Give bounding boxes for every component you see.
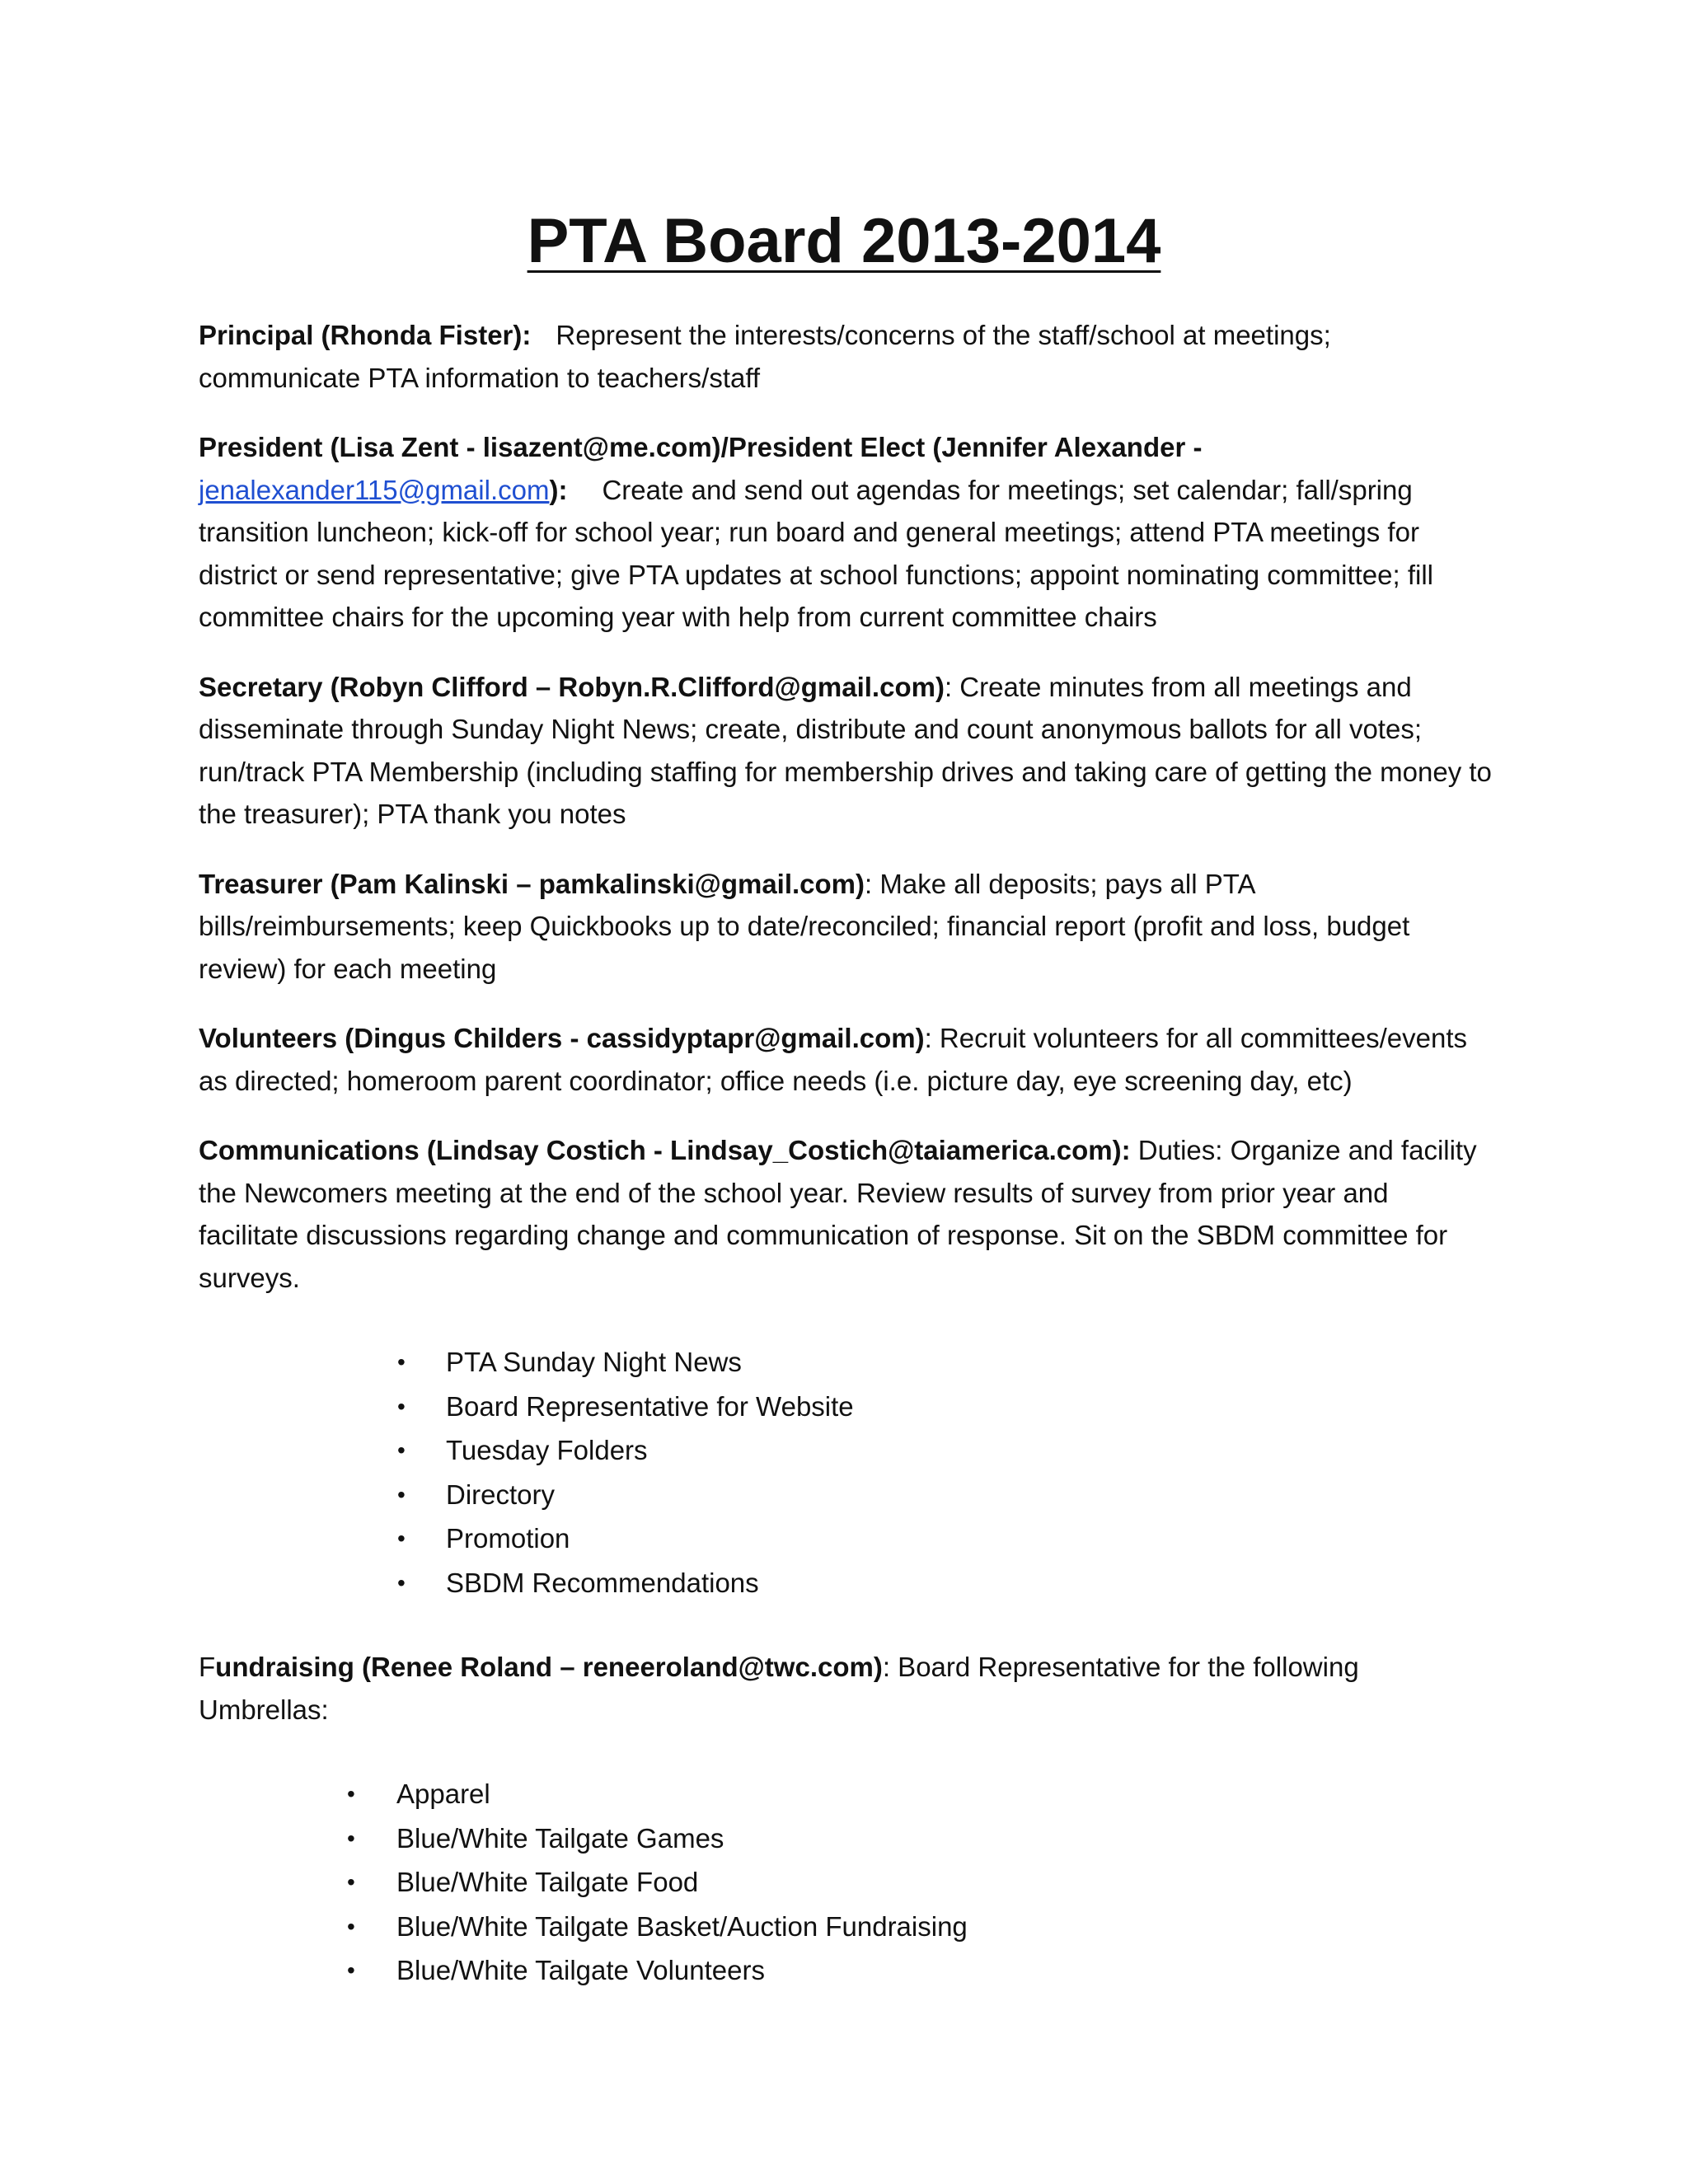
- treasurer-section: [199, 863, 1493, 991]
- list-item: • Board Representative for Website: [199, 1385, 1493, 1429]
- bullet-icon: •: [347, 1781, 355, 1807]
- secretary-text: : Create minutes from all meetings and disseminate through Sunday Night News; create, distribute and count anonymous ballots for all votes; run/track PTA Membership (including staffing for membership drives and taking care of getting the money to the treasurer); PTA thank you notes: [199, 671, 1492, 829]
- document-body: [199, 314, 1493, 1993]
- list-item: • Blue/White Tailgate Games: [199, 1816, 1493, 1861]
- volunteers-text: : Recruit volunteers for all committees/events as directed; homeroom parent coordinator; office needs (i.e. picture day, eye screening day, etc): [199, 1023, 1467, 1096]
- list-item: • Blue/White Tailgate Food: [199, 1860, 1493, 1905]
- fundraising-list: [199, 1772, 1493, 1993]
- list-item: • Directory: [199, 1473, 1493, 1517]
- list-item: • Blue/White Tailgate Volunteers: [199, 1948, 1493, 1993]
- bullet-icon: •: [347, 1913, 355, 1939]
- list-item: • Tuesday Folders: [199, 1428, 1493, 1473]
- fundraising-section: [199, 1646, 1493, 1731]
- fundraising-text: : Board Representative for the following Umbrellas:: [199, 1652, 1359, 1725]
- fundraising-heading-initial: F: [199, 1652, 216, 1682]
- list-item: • Apparel: [199, 1772, 1493, 1816]
- bullet-icon: •: [397, 1437, 406, 1463]
- bullet-icon: •: [347, 1957, 355, 1983]
- bullet-icon: •: [347, 1825, 355, 1851]
- communications-text: Duties: Organize and facility the Newcomers meeting at the end of the school year. Review results of survey from prior year and facilitate discussions regarding change and communication of response. Sit on the SBDM committee for surveys.: [199, 1135, 1477, 1293]
- treasurer-text: : Make all deposits; pays all PTA bills/reimbursements; keep Quickbooks up to date/reconciled; financial report (profit and loss, budget review) for each meeting: [199, 868, 1410, 984]
- volunteers-section: [199, 1017, 1493, 1102]
- communications-list: [199, 1340, 1493, 1605]
- president-section: [199, 426, 1493, 639]
- bullet-icon: •: [397, 1481, 406, 1507]
- page-title: [0, 196, 1688, 287]
- list-item: • Blue/White Tailgate Basket/Auction Fundraising: [199, 1905, 1493, 1949]
- bullet-icon: •: [397, 1393, 406, 1419]
- communications-section: [199, 1129, 1493, 1299]
- principal-text: Represent the interests/concerns of the staff/school at meetings; communicate PTA information to teachers/staff: [199, 320, 1331, 393]
- president-heading-end: ):: [549, 474, 568, 505]
- list-item: • PTA Sunday Night News: [199, 1340, 1493, 1385]
- list-item: • Promotion: [199, 1516, 1493, 1561]
- fundraising-heading: undraising (Renee Roland – reneeroland@twc.com): [215, 1652, 883, 1682]
- secretary-section: [199, 666, 1493, 836]
- communications-heading: Communications (Lindsay Costich - Lindsay_Costich@taiamerica.com):: [199, 1135, 1131, 1165]
- president-heading: President (Lisa Zent - lisazent@me.com)/President Elect (Jennifer Alexander -: [199, 432, 1203, 462]
- principal-section: [199, 314, 1493, 399]
- president-text: Create and send out agendas for meetings; set calendar; fall/spring transition luncheon; kick-off for school year; run board and general meetings; attend PTA meetings for district or send representative; give PTA updates at school functions; appoint nominating committee; fill committee chairs for the upcoming year with help from current committee chairs: [199, 474, 1434, 632]
- page-title-text: PTA Board 2013-2014: [527, 206, 1161, 276]
- list-item: • SBDM Recommendations: [199, 1561, 1493, 1605]
- treasurer-heading: Treasurer (Pam Kalinski – pamkalinski@gmail.com): [199, 868, 865, 899]
- bullet-icon: •: [397, 1526, 406, 1551]
- bullet-icon: •: [347, 1869, 355, 1895]
- bullet-icon: •: [397, 1569, 406, 1596]
- volunteers-heading: Volunteers (Dingus Childers - cassidyptapr@gmail.com): [199, 1023, 925, 1053]
- principal-heading: Principal (Rhonda Fister):: [199, 320, 532, 350]
- president-elect-email-link[interactable]: jenalexander115@gmail.com: [199, 474, 550, 505]
- secretary-heading: Secretary (Robyn Clifford – Robyn.R.Clifford@gmail.com): [199, 671, 945, 702]
- bullet-icon: •: [397, 1349, 406, 1375]
